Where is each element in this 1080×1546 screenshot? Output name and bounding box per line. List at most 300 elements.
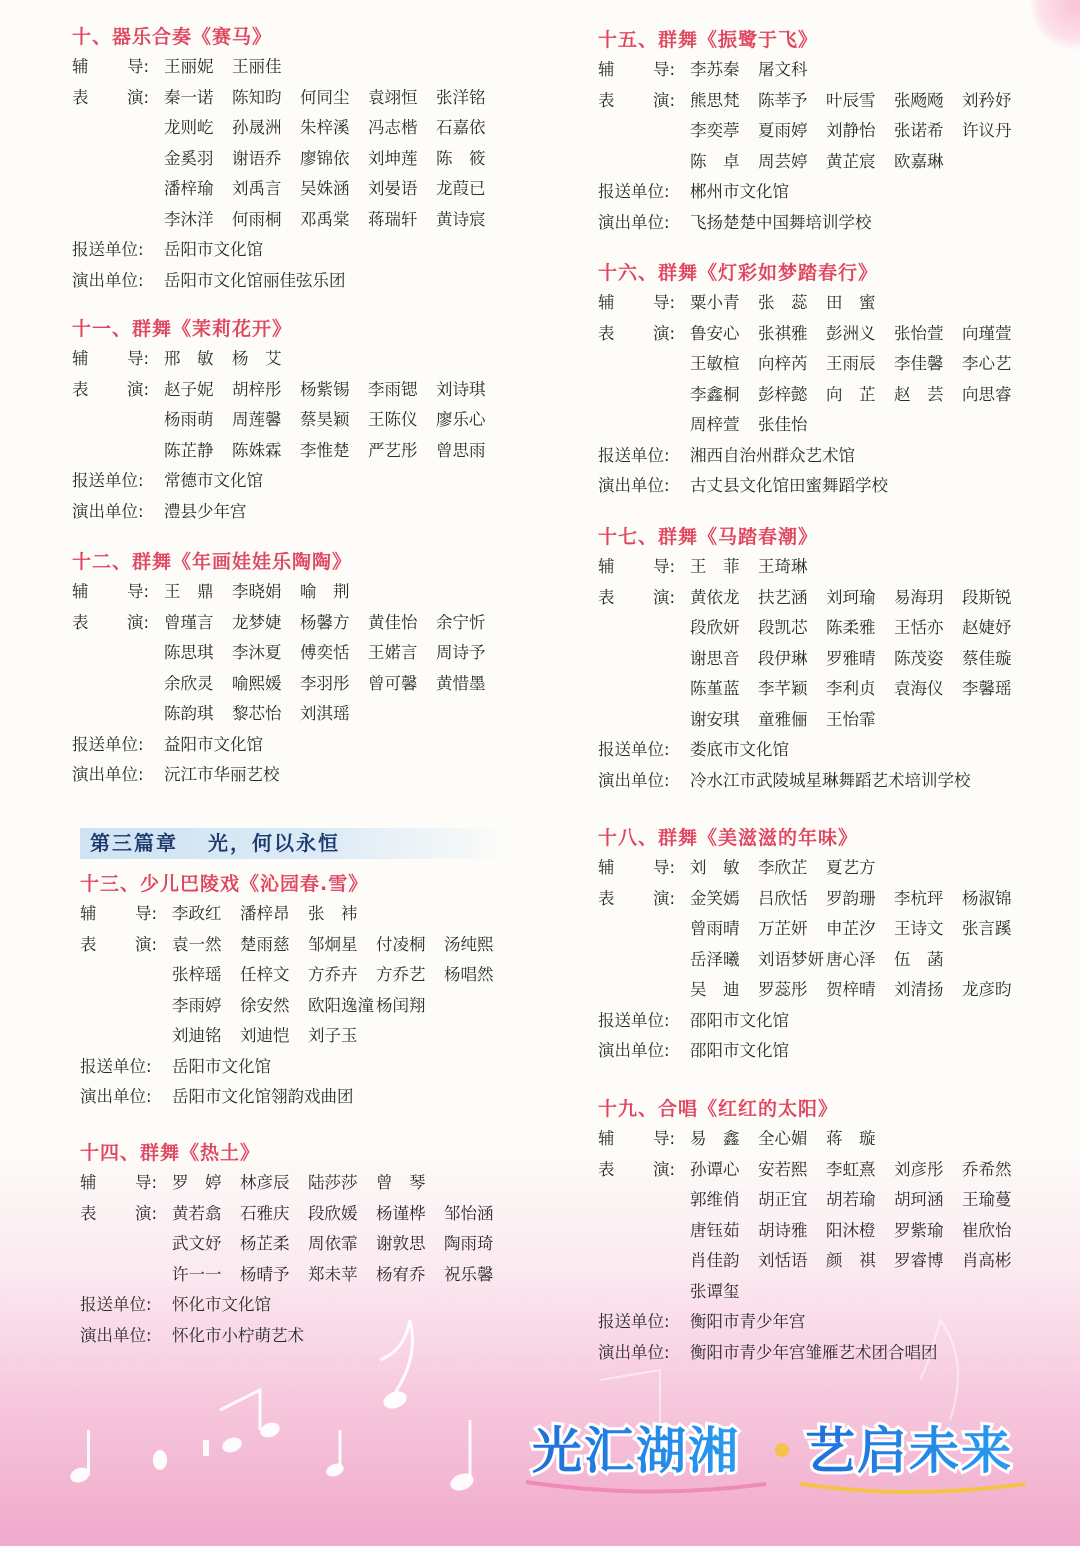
person-name: 余欣灵 [164,673,214,693]
person-name: 杨宥乔 [376,1264,426,1284]
person-name: 金笑嫣 [690,888,740,908]
performer-row [72,375,512,406]
person-name: 陈茂姿 [894,648,944,668]
field-label [598,86,690,117]
label-char: 演: [653,888,676,908]
person-name: 王雨辰 [826,354,876,373]
person-name: 李苏秦 [690,60,740,79]
field-label [80,899,172,930]
program-title: 十五、群舞《振鹭于飞》 [598,29,819,51]
tutor-row [80,899,520,930]
label-char: 辅 [72,582,89,601]
person-name: 孙谭心 [690,1159,740,1179]
person-name: 易 鑫 [690,1129,740,1148]
label-char: 导: [653,858,676,877]
perform-unit-row [598,208,1038,239]
field-label [598,884,690,915]
person-name: 龙彦昀 [962,980,1012,999]
performer-row [80,1229,520,1260]
person-name: 何雨桐 [232,209,282,229]
person-name: 龙梦婕 [232,612,282,632]
submit-unit-row [598,735,1038,766]
indent [598,349,690,380]
person-name: 向梓芮 [758,354,808,373]
submit-unit-row [72,466,512,497]
person-name: 罗睿博 [894,1251,944,1270]
person-name: 张梓瑶 [172,965,222,984]
person-name: 杨晴予 [240,1264,290,1284]
performer-row [598,644,1038,675]
label-char: 导: [653,557,676,576]
performer-row [72,669,512,700]
person-name: 余宁忻 [436,612,486,632]
indent [598,644,690,675]
person-name: 王丽妮 [164,57,214,76]
person-name: 郭维俏 [690,1190,740,1209]
person-name: 鲁安心 [690,323,740,343]
person-name: 石雅庆 [240,1203,290,1223]
person-name: 罗雅晴 [826,648,876,668]
field-label [80,930,172,961]
label-char: 演: [127,87,150,107]
person-name: 李政红 [172,904,222,923]
name-list [690,55,826,86]
name-list [690,613,1030,644]
person-name: 熊思梵 [690,90,740,110]
performer-row [72,436,512,467]
person-name: 李羽彤 [300,673,350,693]
submit-unit-row [598,177,1038,208]
label-char: 表 [598,888,615,908]
indent [598,1277,690,1308]
indent [598,613,690,644]
label-char: 表 [598,90,615,110]
name-list [164,638,504,669]
indent [598,914,690,945]
name-list [690,380,1030,411]
person-name: 李虹熹 [826,1159,876,1179]
person-name: 申芷汐 [826,919,876,938]
person-name: 段斯锐 [962,587,1012,607]
person-name: 王敏楦 [690,354,740,373]
person-name: 陶雨琦 [444,1234,494,1253]
field-label: 报送单位: [598,445,670,465]
person-name: 吴姝涵 [300,179,350,198]
name-list [164,174,504,205]
program-title: 十八、群舞《美滋滋的年味》 [598,827,859,849]
label-char: 导: [653,293,676,312]
name-list [164,83,504,114]
name-list [690,1155,1030,1186]
person-name: 安若熙 [758,1159,808,1179]
person-name: 唐钰茹 [690,1220,740,1240]
field-label: 报送单位: [72,734,144,754]
slogan-artwork [520,1400,1040,1500]
person-name: 罗韵珊 [826,888,876,908]
indent [72,669,164,700]
label-char: 导: [127,349,150,368]
person-name: 张 蕊 [758,293,808,312]
person-name: 张言蹊 [962,919,1012,938]
person-name: 方乔艺 [376,965,426,984]
name-list [164,577,368,608]
person-name: 陈堇蓝 [690,679,740,698]
person-name: 段伊琳 [758,648,808,668]
indent [72,113,164,144]
name-list [172,960,512,991]
label-char: 辅 [598,557,615,576]
field-label [72,577,164,608]
person-name: 王丽佳 [232,57,282,76]
label-char: 导: [135,1173,158,1192]
name-list [164,144,504,175]
person-name: 张怡萱 [894,323,944,343]
performer-row [598,319,1038,350]
unit-name: 邵阳市文化馆 [690,1010,789,1030]
performer-row [598,380,1038,411]
person-name: 李惟楚 [300,440,350,460]
person-name: 陈韵琪 [164,704,214,723]
field-label: 报送单位: [598,1010,670,1030]
person-name: 李奕葶 [690,121,740,140]
name-list [690,853,894,884]
unit-name: 岳阳市文化馆丽佳弦乐团 [164,270,346,290]
submit-unit-row [598,441,1038,472]
person-name: 陈姝霖 [232,440,282,460]
program-title: 十三、少儿巴陵戏《沁园春.雪》 [80,873,369,895]
person-name: 王怡霏 [826,709,876,729]
tutor-row [72,52,512,83]
performer-row [598,674,1038,705]
name-list [164,113,504,144]
person-name: 万芷妍 [758,919,808,938]
person-name: 武文妤 [172,1234,222,1253]
person-name: 王陈仪 [368,410,418,429]
name-list [690,945,962,976]
indent [80,960,172,991]
person-name: 段欣妍 [690,618,740,637]
name-list [172,930,512,961]
person-name: 杨 艾 [232,349,282,368]
field-label: 演出单位: [598,770,670,790]
person-name: 付凌桐 [376,934,426,954]
person-name: 李佳馨 [894,354,944,373]
field-label: 报送单位: [72,240,144,259]
svg-text:光汇湖湘: 光汇湖湘 [532,1422,740,1480]
person-name: 向思睿 [962,384,1012,404]
person-name: 李雨婷 [172,995,222,1015]
unit-name: 飞扬楚楚中国舞培训学校 [690,212,872,232]
person-name: 王诗文 [894,919,944,938]
name-list [690,1124,894,1155]
indent [598,410,690,441]
indent [80,1229,172,1260]
field-label: 报送单位: [80,1056,152,1076]
person-name: 彭洲义 [826,323,876,343]
name-list [164,375,504,406]
person-name: 童雅俪 [758,709,808,729]
indent [72,144,164,175]
person-name: 谢敦思 [376,1234,426,1253]
person-name: 周依霏 [308,1234,358,1253]
name-list [690,319,1030,350]
field-label [598,288,690,319]
person-name: 周梓萱 [690,415,740,434]
performer-row [80,1021,520,1052]
label-char: 辅 [598,293,615,312]
field-label [598,552,690,583]
label-char: 表 [598,1159,615,1179]
unit-name: 郴州市文化馆 [690,182,789,201]
performer-row [598,1185,1038,1216]
person-name: 颜 祺 [826,1251,876,1270]
person-name: 邢 敏 [164,349,214,368]
perform-unit-row [72,497,512,528]
person-name: 赵 芸 [894,384,944,404]
label-char: 演: [653,587,676,607]
person-name: 扶艺涵 [758,587,808,607]
person-name: 方乔卉 [308,965,358,984]
person-name: 杨芷柔 [240,1234,290,1253]
performer-row [598,914,1038,945]
person-name: 屠文科 [758,60,808,79]
name-list [690,116,1030,147]
program-16 [598,258,1038,502]
person-name: 赵婕妤 [962,618,1012,637]
person-name: 徐安然 [240,995,290,1015]
person-name: 周莲馨 [232,410,282,429]
label-char: 导: [653,60,676,79]
label-char: 演: [653,90,676,110]
indent [72,205,164,236]
name-list [690,644,1030,675]
person-name: 许议丹 [962,121,1012,140]
perform-unit-row [598,1036,1038,1067]
program-title: 十一、群舞《茉莉花开》 [72,318,293,340]
person-name: 杨闰翔 [376,995,426,1015]
name-list [690,147,962,178]
person-name: 陈莘予 [758,90,808,110]
program-10 [72,22,512,296]
tutor-row [598,853,1038,884]
person-name: 黄依龙 [690,587,740,607]
person-name: 秦一诺 [164,87,214,107]
perform-unit-row [598,471,1038,502]
submit-unit-row [72,235,512,266]
performer-row [72,699,512,730]
unit-name: 岳阳市文化馆 [164,240,263,259]
person-name: 吕欣恬 [758,888,808,908]
person-name: 黄芷宸 [826,151,876,171]
unit-name: 衡阳市青少年宫雏雁艺术团合唱团 [690,1342,938,1362]
indent [598,116,690,147]
unit-name: 怀化市小柠萌艺术 [172,1325,304,1345]
unit-name: 沅江市华丽艺校 [164,765,280,784]
person-name: 罗紫瑜 [894,1220,944,1240]
performer-row [80,930,520,961]
field-label [598,319,690,350]
person-name: 刘淇瑶 [300,704,350,723]
program-title: 十、器乐合奏《赛马》 [72,26,273,48]
tutor-row [598,1124,1038,1155]
performer-row [598,1277,1038,1308]
indent [72,638,164,669]
person-name: 李心艺 [962,354,1012,373]
person-name: 陈思琪 [164,643,214,662]
field-label [598,1155,690,1186]
person-name: 何同尘 [300,87,350,107]
label-char: 表 [598,323,615,343]
person-name: 李雨锶 [368,379,418,399]
person-name: 冯志楷 [368,118,418,137]
person-name: 李馨瑶 [962,679,1012,698]
person-name: 张洋铭 [436,87,486,107]
unit-name: 岳阳市文化馆 [172,1056,271,1076]
performer-row [72,83,512,114]
person-name: 陈芷静 [164,440,214,460]
person-name: 张 袆 [308,904,358,923]
performer-row [598,583,1038,614]
field-label: 演出单位: [598,1041,670,1060]
person-name: 孙晟洲 [232,118,282,137]
indent [80,991,172,1022]
label-char: 辅 [598,858,615,877]
tutor-row [598,288,1038,319]
person-name: 黎芯怡 [232,704,282,723]
name-list [164,52,300,83]
perform-unit-row [72,760,512,791]
name-list [690,583,1030,614]
person-name: 乔希然 [962,1159,1012,1179]
field-label [598,853,690,884]
label-char: 辅 [80,1173,97,1192]
program-title: 十六、群舞《灯彩如梦踏春行》 [598,262,879,284]
person-name: 刘清扬 [894,980,944,999]
person-name: 胡诗雅 [758,1220,808,1240]
person-name: 刘禹言 [232,179,282,198]
tutor-row [72,577,512,608]
label-char: 导: [653,1129,676,1148]
name-list [164,669,504,700]
name-list [172,1168,444,1199]
unit-name: 邵阳市文化馆 [690,1041,789,1060]
field-label: 报送单位: [598,740,670,759]
person-name: 罗蕊彤 [758,980,808,999]
field-label [72,375,164,406]
name-list [172,991,444,1022]
field-label: 演出单位: [598,1342,670,1362]
person-name: 张谭玺 [690,1281,740,1301]
person-name: 李欣芷 [758,858,808,877]
performer-row [598,147,1038,178]
perform-unit-row [72,266,512,297]
submit-unit-row [598,1006,1038,1037]
person-name: 欧阳逸潼 [308,995,374,1015]
person-name: 周芸婷 [758,151,808,171]
program-11 [72,314,512,527]
person-name: 杨淑锦 [962,888,1012,908]
performer-row [72,608,512,639]
name-list [164,699,368,730]
unit-name: 冷水江市武陵城星琳舞蹈艺术培训学校 [690,770,971,790]
name-list [690,674,1030,705]
perform-unit-row [598,766,1038,797]
tutor-row [598,55,1038,86]
name-list [164,344,300,375]
person-name: 王 鼎 [164,582,214,601]
performer-row [80,960,520,991]
person-name: 龙则屹 [164,118,214,137]
person-name: 易海玥 [894,587,944,607]
indent [72,436,164,467]
indent [598,1246,690,1277]
name-list [690,86,1030,117]
person-name: 黄诗宸 [436,209,486,229]
person-name: 谢语乔 [232,148,282,168]
field-label: 演出单位: [72,501,144,521]
person-name: 楚雨慈 [240,934,290,954]
person-name: 李利贞 [826,679,876,698]
field-label: 报送单位: [72,471,144,490]
chapter-banner [80,828,510,859]
label-char: 表 [80,934,97,954]
indent [598,1185,690,1216]
person-name: 刘晏语 [368,179,418,198]
perform-unit-row [598,1338,1038,1369]
person-name: 刘语梦妍 [758,949,824,969]
person-name: 陈 卓 [690,151,740,171]
label-char: 演: [653,323,676,343]
name-list [172,1199,512,1230]
person-name: 林彦辰 [240,1173,290,1192]
label-char: 辅 [72,349,89,368]
person-name: 曾 琴 [376,1173,426,1192]
unit-name: 常德市文化馆 [164,471,263,490]
unit-name: 衡阳市青少年宫 [690,1312,806,1331]
indent [598,945,690,976]
person-name: 袁翊恒 [368,87,418,107]
person-name: 刘珂瑜 [826,587,876,607]
person-name: 叶辰雪 [826,90,876,110]
name-list [690,288,894,319]
performer-row [598,975,1038,1006]
person-name: 赵子妮 [164,379,214,399]
person-name: 李芊颖 [758,679,808,698]
unit-name: 娄底市文化馆 [690,740,789,759]
performer-row [80,1199,520,1230]
label-char: 演: [127,612,150,632]
name-list [690,410,826,441]
person-name: 杨雨萌 [164,410,214,429]
person-name: 向 芷 [826,384,876,404]
performer-row [80,1260,520,1291]
unit-name: 古丈县文化馆田蜜舞蹈学校 [690,476,888,495]
unit-name: 岳阳市文化馆翎韵戏曲团 [172,1087,354,1106]
indent [72,699,164,730]
person-name: 段欣媛 [308,1203,358,1223]
person-name: 廖乐心 [436,410,486,429]
submit-unit-row [598,1307,1038,1338]
name-list [164,205,504,236]
field-label: 演出单位: [80,1087,152,1106]
person-name: 张佳怡 [758,415,808,434]
label-char: 导: [127,582,150,601]
person-name: 欧嘉琳 [894,151,944,171]
chapter-title: 光，何以永恒 [208,831,340,855]
label-char: 导: [135,904,158,923]
person-name: 黄若翕 [172,1203,222,1223]
label-char: 表 [598,587,615,607]
